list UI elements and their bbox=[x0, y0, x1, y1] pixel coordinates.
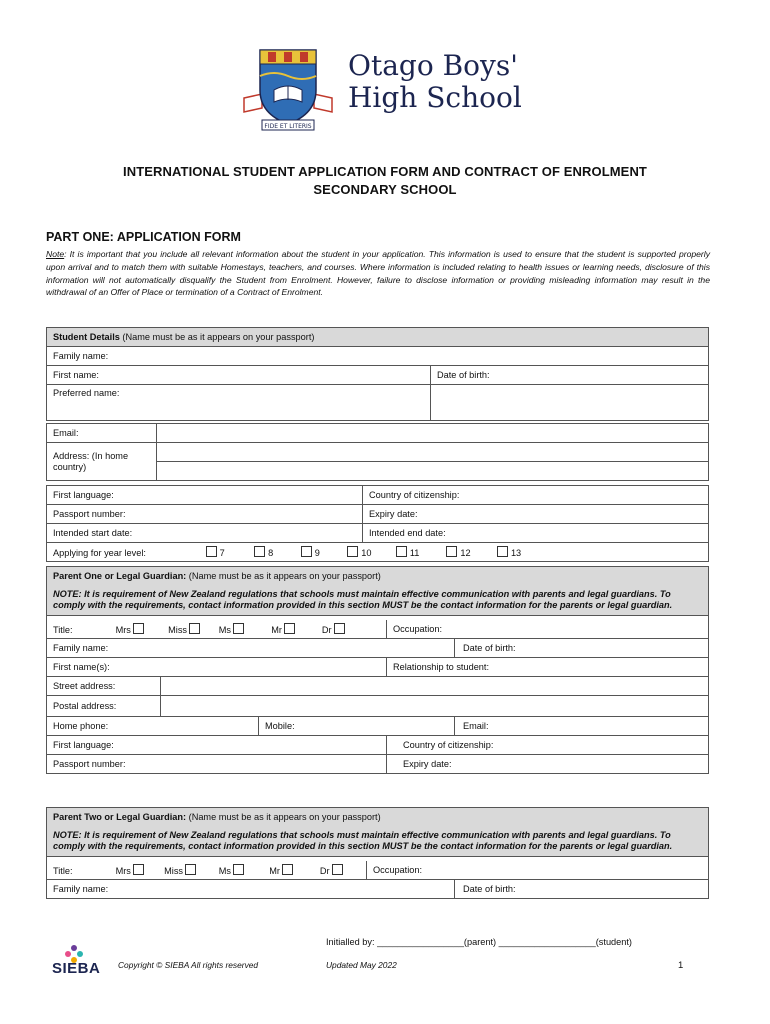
student-email-label: Email: bbox=[47, 424, 157, 443]
part-one-heading: PART ONE: APPLICATION FORM bbox=[46, 230, 241, 244]
year-12-checkbox[interactable]: 12 bbox=[444, 546, 492, 558]
svg-text:FIDE ET LITERIS: FIDE ET LITERIS bbox=[264, 123, 312, 130]
year-8-checkbox[interactable]: 8 bbox=[252, 546, 296, 558]
year-11-checkbox[interactable]: 11 bbox=[394, 546, 442, 558]
parent-one-citizenship-field[interactable]: Country of citizenship: bbox=[387, 736, 709, 755]
school-name-line1: Otago Boys' bbox=[348, 49, 518, 82]
parent-two-mrs-checkbox[interactable]: Mrs bbox=[116, 864, 162, 876]
form-title-line2: SECONDARY SCHOOL bbox=[313, 182, 457, 197]
student-address-label: Address: (In home country) bbox=[47, 443, 157, 481]
student-family-name-field[interactable]: Family name: bbox=[47, 347, 709, 366]
parent-one-family-name-field[interactable]: Family name: bbox=[47, 639, 455, 658]
updated-date: Updated May 2022 bbox=[326, 960, 397, 970]
student-first-name-field[interactable]: First name: bbox=[47, 366, 431, 385]
parent-two-table bbox=[46, 807, 709, 899]
parent-one-postal-label: Postal address: bbox=[47, 696, 161, 717]
student-passport-field[interactable]: Passport number: bbox=[47, 505, 363, 524]
parent-one-street-field[interactable] bbox=[161, 677, 709, 696]
school-name-line2: High School bbox=[348, 81, 522, 114]
copyright-text: Copyright © SIEBA All rights reserved bbox=[118, 960, 259, 970]
parent-one-ms-checkbox[interactable]: Ms bbox=[219, 623, 269, 635]
student-details-table bbox=[46, 327, 709, 562]
student-first-language-field[interactable]: First language: bbox=[47, 486, 363, 505]
year-level-label: Applying for year level: bbox=[53, 548, 146, 558]
parent-one-home-phone-field[interactable]: Home phone: bbox=[47, 717, 259, 736]
parent-two-mr-checkbox[interactable]: Mr bbox=[269, 864, 317, 876]
parent-two-dr-checkbox[interactable]: Dr bbox=[320, 864, 346, 876]
year-7-checkbox[interactable]: 7 bbox=[204, 546, 250, 558]
sieba-logo bbox=[52, 944, 112, 984]
parent-one-dob-field[interactable]: Date of birth: bbox=[455, 639, 709, 658]
parent-one-email-field[interactable]: Email: bbox=[455, 717, 709, 736]
parent-one-occupation-field[interactable]: Occupation: bbox=[387, 620, 709, 639]
parent-one-postal-field[interactable] bbox=[161, 696, 709, 717]
note-text: : It is important that you include all relevant information about the student in your application. This information is used to ensure that the student is supported properly upon arrival and to match them with suitable Homestays, teachers, and courses. Where information is included relating to health issues or learning needs, disclosure of this information will not automatically disqualify the Student from Enrolment. However, failure to disclose information or providing misleading information may result in the withdrawal of an Offer of Place or termination of a Contract of Enrolment. bbox=[46, 249, 710, 298]
parent-one-mr-checkbox[interactable]: Mr bbox=[271, 623, 319, 635]
parent-two-family-name-field[interactable]: Family name: bbox=[47, 880, 455, 899]
parent-two-header: Parent Two or Legal Guardian: (Name must be as it appears on your passport) bbox=[47, 808, 709, 827]
year-10-checkbox[interactable]: 10 bbox=[345, 546, 391, 558]
year-9-checkbox[interactable]: 9 bbox=[299, 546, 343, 558]
part-one-note bbox=[46, 248, 710, 299]
parent-one-first-names-field[interactable]: First name(s): bbox=[47, 658, 387, 677]
parent-one-relationship-field[interactable]: Relationship to student: bbox=[387, 658, 709, 677]
parent-two-title-label: Title: bbox=[53, 866, 73, 876]
parent-one-dr-checkbox[interactable]: Dr bbox=[322, 623, 348, 635]
student-end-date-field[interactable]: Intended end date: bbox=[363, 524, 709, 543]
form-title-line1: INTERNATIONAL STUDENT APPLICATION FORM AND CONTRACT OF ENROLMENT bbox=[123, 164, 647, 179]
student-details-header: Student Details (Name must be as it appears on your passport) bbox=[47, 328, 709, 347]
sieba-logo-text: SIEBA bbox=[52, 960, 101, 977]
school-crest-icon bbox=[240, 46, 336, 136]
school-logo bbox=[240, 46, 540, 136]
parent-one-title-label: Title: bbox=[53, 625, 73, 635]
parent-one-street-label: Street address: bbox=[47, 677, 161, 696]
student-dob-field[interactable]: Date of birth: bbox=[431, 366, 709, 385]
student-expiry-field[interactable]: Expiry date: bbox=[363, 505, 709, 524]
parent-two-dob-field[interactable]: Date of birth: bbox=[455, 880, 709, 899]
initialled-by-line: Initialled by: _________________(parent) ___________________(student) bbox=[326, 937, 632, 947]
student-email-field[interactable] bbox=[157, 424, 709, 443]
parent-one-miss-checkbox[interactable]: Miss bbox=[168, 623, 216, 635]
student-start-date-field[interactable]: Intended start date: bbox=[47, 524, 363, 543]
page-number: 1 bbox=[678, 960, 684, 971]
parent-two-miss-checkbox[interactable]: Miss bbox=[164, 864, 216, 876]
form-title bbox=[40, 163, 730, 199]
student-preferred-name-field[interactable]: Preferred name: bbox=[47, 385, 431, 421]
parent-one-passport-field[interactable]: Passport number: bbox=[47, 755, 387, 774]
student-citizenship-field[interactable]: Country of citizenship: bbox=[363, 486, 709, 505]
parent-one-title-row bbox=[47, 620, 387, 639]
parent-one-table bbox=[46, 566, 709, 774]
student-address-field-1[interactable] bbox=[157, 443, 709, 462]
student-address-field-2[interactable] bbox=[157, 462, 709, 481]
school-name bbox=[348, 50, 522, 114]
parent-two-note: NOTE: It is requirement of New Zealand regulations that schools must maintain effective communication with parents and legal guardians. To comply with the requirements, contact information provided in this section MUST be the contact information for the parents or legal guardian. bbox=[47, 826, 709, 857]
parent-one-mrs-checkbox[interactable]: Mrs bbox=[116, 623, 166, 635]
parent-one-note: NOTE: It is requirement of New Zealand regulations that schools must maintain effective communication with parents and legal guardians. To comply with the requirements, contact information provided in this section MUST be the contact information for the parents or legal guardian. bbox=[47, 585, 709, 616]
student-year-level-row bbox=[47, 543, 709, 562]
parent-two-occupation-field[interactable]: Occupation: bbox=[367, 861, 709, 880]
parent-one-header: Parent One or Legal Guardian: (Name must be as it appears on your passport) bbox=[47, 567, 709, 586]
parent-one-first-language-field[interactable]: First language: bbox=[47, 736, 387, 755]
parent-two-ms-checkbox[interactable]: Ms bbox=[219, 864, 267, 876]
year-13-checkbox[interactable]: 13 bbox=[495, 546, 521, 558]
note-label: Note bbox=[46, 249, 65, 259]
parent-one-mobile-field[interactable]: Mobile: bbox=[259, 717, 455, 736]
student-dob-continued[interactable] bbox=[431, 385, 709, 421]
parent-two-title-row bbox=[47, 861, 367, 880]
parent-one-expiry-field[interactable]: Expiry date: bbox=[387, 755, 709, 774]
